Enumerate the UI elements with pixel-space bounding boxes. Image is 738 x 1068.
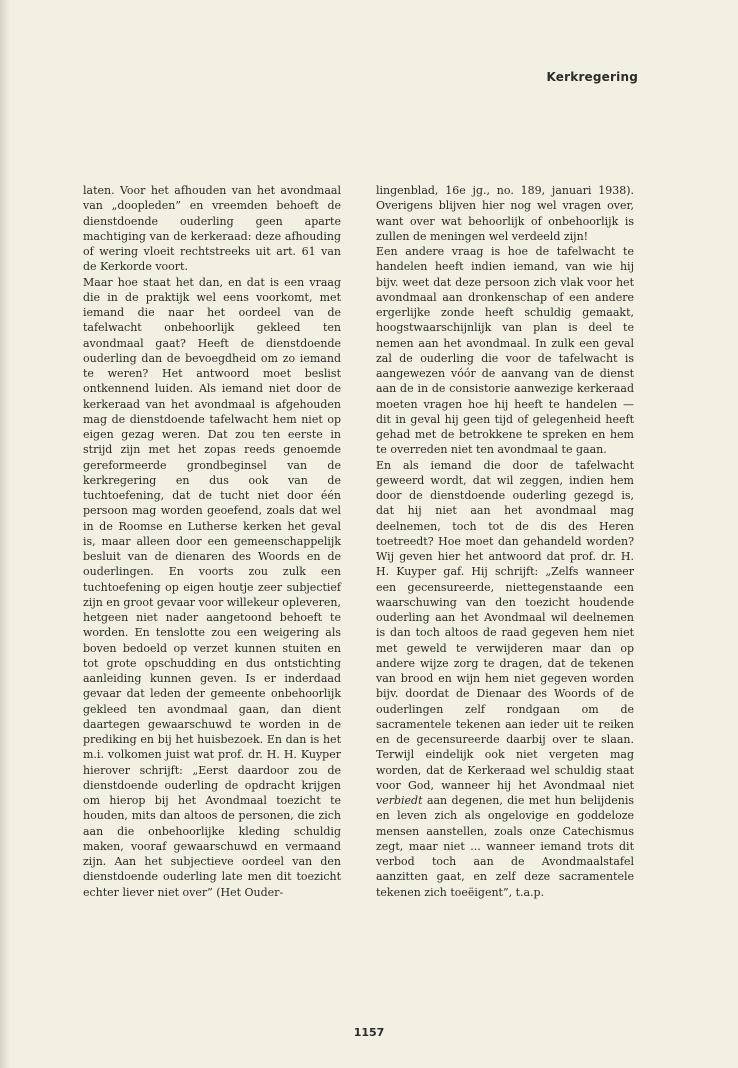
section-header: Kerkregering	[546, 70, 638, 84]
right-paragraph-1: lingenblad, 16e jg., no. 189, januari 1938). Overigens blijven hier nog wel vragen over, want over wat behoorlijk of onbehoorlijk is zullen de meningen wel verdeeld zijn!	[376, 184, 634, 243]
right-paragraph-3-part-1: En als iemand die door de tafelwacht geweerd wordt, dat wil zeggen, indien hem door de dienstdoende ouderling gezegd is, dat hij niet aan het avondmaal mag deelnemen, toch tot de dis des Heren toetreedt? Hoe moet dan gehandeld worden? Wij geven hier het antwoord dat prof. dr. H. H. Kuyper gaf. Hij schrijft: „Zelfs wanneer een gecensureerde, niettegenstaande een waarschuwing van den toezicht houdende ouderling aan het Avondmaal wil deelnemen is dan toch altoos de raad gegeven hem niet met geweld te verwijderen maar dan op andere wijze zorg te dragen, dat de tekenen van brood en wijn hem niet gegeven worden bijv. doordat de Dienaar des Woords of de ouderlingen zelf rondgaan om de sacramentele tekenen aan ieder uit te reiken en de gecensureerde daarbij over te slaan. Terwijl eindelijk ook niet vergeten mag worden, dat de Kerkeraad wel schuldig staat voor God, wanneer hij het Avondmaal niet	[376, 458, 634, 792]
right-paragraph-3	[376, 458, 634, 900]
right-paragraph-3-part-2: aan degenen, die met hun belijdenis en leven zich als ongelovige en goddeloze mensen aanstellen, zoals onze Catechismus zegt, maar niet ... wanneer iemand trots dit verbod toch aan de Avondmaalstafel aanzitten gaat, en zelf deze sacramentele tekenen zich toeëigent”, t.a.p.	[376, 794, 634, 899]
emphasized-word: verbiedt	[376, 794, 423, 807]
right-column	[376, 183, 634, 900]
page-edge	[0, 0, 10, 1068]
left-paragraph-1: laten. Voor het afhouden van het avondmaal van „doopleden” en vreemden behoeft de dienstdoende ouderling geen aparte machtiging van de kerkeraad: deze afhouding of wering vloeit rechtstreeks uit art. 61 van de Kerkorde voort.	[83, 184, 341, 274]
left-column	[83, 183, 341, 900]
page-number: 1157	[353, 1026, 385, 1039]
left-paragraph-2: Maar hoe staat het dan, en dat is een vraag die in de praktijk wel eens voorkomt, met iemand die naar het oordeel van de tafelwacht onbehoorlijk gekleed ten avondmaal gaat? Heeft de dienstdoende ouderling dan de bevoegdheid om zo iemand te weren? Het antwoord moet beslist ontkennend luiden. Als iemand niet door de kerkeraad van het avondmaal is afgehouden mag de dienstdoende tafelwacht hem niet op eigen gezag weren. Dat zou ten eerste in strijd zijn met het zopas reeds genoemde gereformeerde grondbeginsel van de kerkregering en dus ook van de tuchtoefening, dat de tucht niet door één persoon mag worden geoefend, zoals dat wel in de Roomse en Lutherse kerken het geval is, maar alleen door een gemeenschappelijk besluit van de dienaren des Woords en de ouderlingen. En voorts zou zulk een tuchtoefening op eigen houtje zeer subjectief zijn en groot gevaar voor willekeur opleveren, hetgeen niet nader aangetoond behoeft te worden. En tenslotte zou een weigering als boven bedoeld op verzet kunnen stuiten en tot grote opschudding en dus ontstichting aanleiding kunnen geven. Is er inderdaad gevaar dat leden der gemeente onbehoorlijk gekleed ten avondmaal gaan, dan dient daartegen gewaarschuwd te worden in de prediking en bij het huisbezoek. En dan is het m.i. volkomen juist wat prof. dr. H. H. Kuyper hierover schrijft: „Eerst daardoor zou de dienstdoende ouderling de opdracht krijgen om hierop bij het Avondmaal toezicht te houden, mits dan altoos de personen, die zich aan die onbehoorlijke kleding schuldig maken, vooraf gewaarschuwd en vermaand zijn. Aan het subjectieve oordeel van den dienstdoende ouderling late men dit toezicht echter liever niet over” (Het Ouder-	[83, 275, 341, 899]
right-paragraph-2: Een andere vraag is hoe de tafelwacht te handelen heeft indien iemand, van wie hij bijv. weet dat deze persoon zich vlak voor het avondmaal aan dronkenschap of een andere ergerlijke zonde heeft schuldig gemaakt, hoogstwaarschijnlijk van plan is deel te nemen aan het avondmaal. In zulk een geval zal de ouderling die voor de tafelwacht is aangewezen vóór de aanvang van de dienst aan de in de consistorie aanwezige kerkeraad moeten vragen hoe hij heeft te handelen — dit in geval hij geen tijd of gelegenheid heeft gehad met de betrokkene te spreken en hem te overreden niet ten avondmaal te gaan.	[376, 245, 634, 457]
